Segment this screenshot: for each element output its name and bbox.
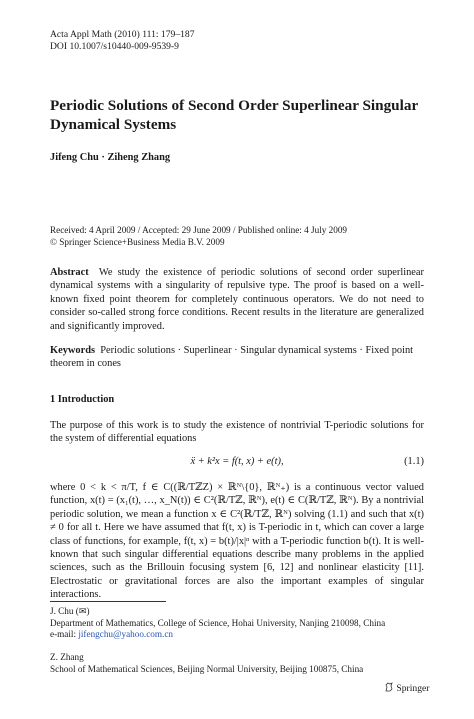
keywords [50,344,424,371]
keywords-label: Keywords [50,345,96,356]
journal-header [50,29,195,53]
paper-title [50,96,440,134]
abstract-text: We study the existence of periodic solutions of second order superlinear dynamical systems with a singularity of repulsive type. The proof is based on a well-known fixed point theorem for completely continuous operators. We do not need to consider so-called strong force conditions. Recent results in the literature are generalized and significantly improved. [50,267,424,332]
keywords-text: Periodic solutions · Superlinear · Singular dynamical systems · Fixed point theorem in cones [50,345,414,370]
author-1-email-link[interactable]: jifengchu@yahoo.com.cn [78,629,174,639]
intro-paragraph-2: where 0 < k < π/T, f ∈ C((ℝ/TℤZ) × ℝᴺ\{0}, ℝᴺ₊) is a continuous vector valued function, x(t) = (x₁(t), …, x_N(t)) ∈ C²(ℝ/Tℤ, ℝᴺ), e(t) ∈ C(ℝ/Tℤ, ℝᴺ). By a nontrivial periodic solution, we mean a function x ∈ C²(ℝ/Tℤ, ℝᴺ) solving (1.1) and such that x(t) ≠ 0 for all t. Here we have assumed that f(t, x) is T-periodic in t, which can cover a large class of functions, for example, f(t, x) = b(t)/|x|ᵅ with a T-periodic function b(t). It is well-known that such singular differential equations describe many problems in the applied sciences, such as the Brillouin focusing system [6, 12] and nonlinear elasticity [11]. Electrostatic or gravitational forces are also the important examples of singular interactions. [50,482,424,601]
publisher-logo [384,682,429,694]
copyright-line: © Springer Science+Business Media B.V. 2009 [50,237,225,247]
title-line-2: Dynamical Systems [50,116,177,133]
abstract [50,266,424,333]
equation-number: (1.1) [404,456,424,467]
author-1-email-line [50,629,430,641]
author-2-affiliation: School of Mathematical Sciences, Beijing Normal University, Beijing 100875, China [50,663,364,674]
publication-dates [50,224,347,248]
doi-line: DOI 10.1007/s10440-009-9539-9 [50,41,179,52]
email-label: e-mail: [50,629,79,639]
intro-paragraph-1: The purpose of this work is to study the existence of nontrivial T-periodic solutions for the system of differential equations [50,420,424,445]
footnote-rule [50,601,166,602]
footnote-author-2 [50,652,430,675]
title-line-1: Periodic Solutions of Second Order Superlinear Singular [50,97,419,114]
received-accepted-line: Received: 4 April 2009 / Accepted: 29 June 2009 / Published online: 4 July 2009 [50,225,348,235]
author-list: Jifeng Chu · Ziheng Zhang [50,152,171,163]
publisher-name: Springer [396,683,430,694]
author-1-name: J. Chu (✉) [50,606,90,616]
author-1-affiliation: Department of Mathematics, College of Science, Hohai University, Nanjing 210098, China [50,617,386,628]
equation-1-1 [50,456,424,472]
footnote-author-1 [50,606,430,641]
equation-expression: ẍ + k²x = f(t, x) + e(t), [190,456,284,467]
abstract-label: Abstract [50,267,89,278]
section-heading: 1 Introduction [50,394,115,405]
journal-citation: Acta Appl Math (2010) 111: 179–187 [50,29,195,40]
author-2-name: Z. Zhang [50,652,84,662]
springer-horse-icon [384,682,394,692]
